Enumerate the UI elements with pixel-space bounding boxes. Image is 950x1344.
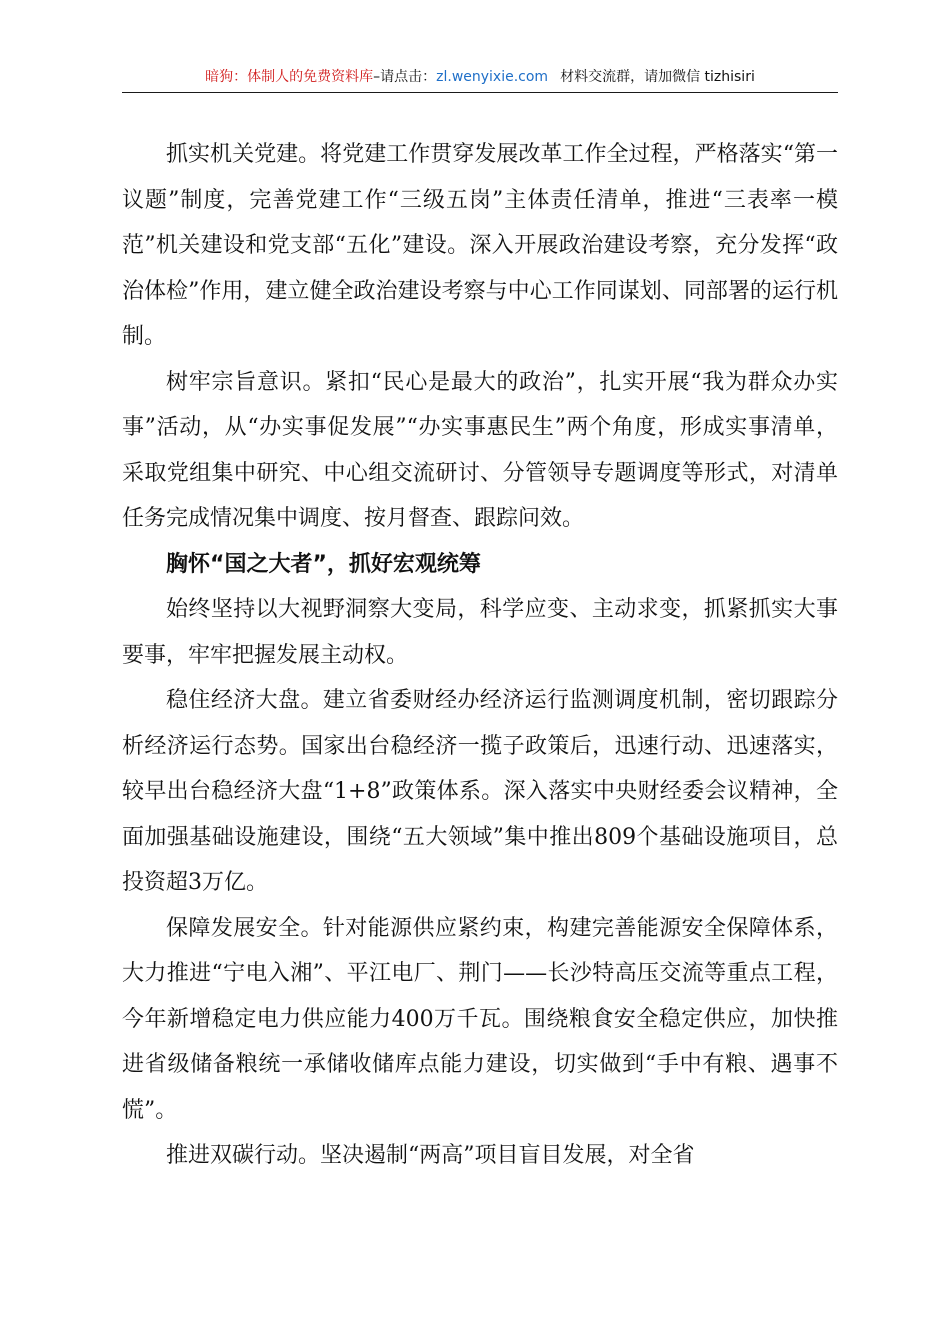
paragraph: 保障发展安全。针对能源供应紧约束，构建完善能源安全保障体系，大力推进“宁电入湘”、平江电厂、荆门——长沙特高压交流等重点工程，今年新增稳定电力供应能力400万千瓦。围绕粮食安全稳定供应，加快推进省级储备粮统一承储收储库点能力建设，切实做到“手中有粮、遇事不慌”。 [122,915,838,1123]
paragraph: 树牢宗旨意识。紧扣“民心是最大的政治”，扎实开展“我为群众办实事”活动，从“办实事促发展”“办实事惠民生”两个角度，形成实事清单，采取党组集中研究、中心组交流研讨、分管领导专题调度等形式，对清单任务完成情况集中调度、按月督查、跟踪问效。 [122,369,838,531]
header-brand: 暗狗：体制人的免费资料库 [205,69,374,85]
section-heading: 胸怀“国之大者”，抓好宏观统筹 [166,551,481,577]
paragraph: 抓实机关党建。将党建工作贯穿发展改革工作全过程，严格落实“第一议题”制度，完善党建工作“三级五岗”主体责任清单，推进“三表率一模范”机关建设和党支部“五化”建设。深入开展政治建设考察，充分发挥“政治体检”作用，建立健全政治建设考察与中心工作同谋划、同部署的运行机制。 [122,142,838,349]
document-body [122,132,838,1179]
header-link[interactable]: zl.wenyixie.com [436,69,549,85]
page-header [122,66,838,93]
header-prompt: –请点击： [373,69,437,85]
paragraph: 推进双碳行动。坚决遏制“两高”项目盲目发展，对全省 [166,1143,695,1168]
paragraph: 稳住经济大盘。建立省委财经办经济运行监测调度机制，密切跟踪分析经济运行态势。国家出台稳经济一揽子政策后，迅速行动、迅速落实，较早出台稳经济大盘“1+8”政策体系。深入落实中央财经委会议精神，全面加强基础设施建设，围绕“五大领域”集中推出809个基础设施项目，总投资超3万亿。 [122,688,838,895]
paragraph: 始终坚持以大视野洞察大变局，科学应变、主动求变，抓紧抓实大事要事，牢牢把握发展主动权。 [122,597,838,668]
header-contact: 材料交流群，请加微信 tizhisiri [560,69,755,85]
